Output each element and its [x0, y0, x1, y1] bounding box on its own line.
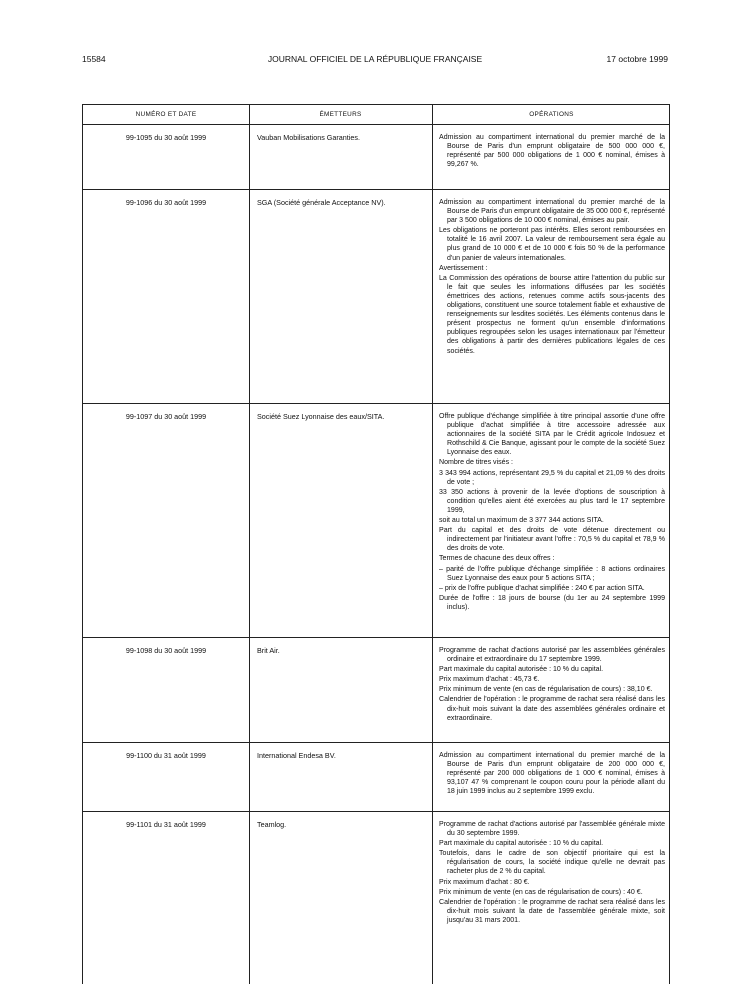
- cell-numero-date: 99-1098 du 30 août 1999: [125, 646, 207, 655]
- operation-paragraph: Prix minimum de vente (en cas de régularisation de cours) : 40 €.: [439, 888, 643, 896]
- journal-title: JOURNAL OFFICIEL DE LA RÉPUBLIQUE FRANÇAISE: [267, 54, 483, 64]
- operation-paragraph: Prix minimum de vente (en cas de régularisation de cours) : 38,10 €.: [439, 686, 653, 694]
- operation-paragraph: Calendrier de l'opération : le programme de rachat sera réalisé dans les dix-huit mois suivant la date des assemblées générales ordinaire et extraordinaire.: [439, 696, 665, 722]
- cell-emetteur: International Endesa BV.: [257, 751, 336, 760]
- table-row: [83, 189, 669, 404]
- operation-paragraph: Part du capital et des droits de vote détenue directement ou indirectement par l'initiateur avant l'offre : 70,5 % du capital et 78,9 % des droits de vote.: [439, 527, 665, 553]
- column-header-operations: OPÉRATIONS: [529, 111, 574, 118]
- cell-numero-date: 99-1101 du 31 août 1999: [126, 820, 206, 829]
- cell-emetteur: Brit Air.: [257, 646, 280, 655]
- operation-paragraph: Prix maximum d'achat : 45,73 €.: [439, 676, 540, 684]
- operation-paragraph: 3 343 994 actions, représentant 29,5 % du capital et 21,09 % des droits de vote ;: [439, 469, 665, 486]
- table-row: [83, 742, 669, 812]
- cell-numero-date: 99-1095 du 30 août 1999: [125, 133, 207, 142]
- operation-paragraph: – parité de l'offre publique d'échange simplifiée : 8 actions ordinaires Suez Lyonnaise des eaux pour 5 actions SITA ;: [439, 565, 665, 582]
- table-row: [83, 124, 669, 190]
- table-header: [83, 105, 669, 125]
- cell-emetteur: SGA (Société générale Acceptance NV).: [257, 198, 386, 207]
- operation-paragraph: soit au total un maximum de 3 377 344 actions SITA.: [439, 517, 604, 525]
- cell-operations: [439, 133, 665, 170]
- table-row: [83, 403, 669, 638]
- column-header-numero: NUMÉRO ET DATE: [135, 111, 197, 118]
- operation-paragraph: Part maximale du capital autorisée : 10 % du capital.: [439, 666, 604, 674]
- operation-paragraph: Admission au compartiment international du premier marché de la Bourse de Paris d'un emprunt obligataire de 500 000 000 €, représenté par 500 000 obligations de 1 000 € nominal, émises à 99,267 %.: [439, 134, 665, 169]
- cell-emetteur: Société Suez Lyonnaise des eaux/SITA.: [257, 412, 385, 421]
- cell-operations: [439, 820, 665, 926]
- operation-paragraph: Offre publique d'échange simplifiée à titre principal assortie d'une offre publique d'achat simplifiée à titre accessoire adressée aux actionnaires de la société SITA par le Crédit agricole Indosuez et Rothschild & Cie Banque, agissant pour le compte de la société Suez Lyonnaise des eaux.: [439, 413, 665, 457]
- cell-operations: [439, 198, 665, 357]
- cell-numero-date: 99-1100 du 31 août 1999: [126, 751, 206, 760]
- cell-emetteur: Vauban Mobilisations Garanties.: [257, 133, 360, 142]
- operation-paragraph: Programme de rachat d'actions autorisé par l'assemblée générale mixte du 30 septembre 1999.: [439, 821, 665, 838]
- issue-date: 17 octobre 1999: [606, 54, 668, 64]
- cell-operations: [439, 646, 665, 724]
- cell-numero-date: 99-1097 du 30 août 1999: [125, 412, 207, 421]
- cell-operations: [439, 412, 665, 613]
- cell-operations: [439, 751, 665, 797]
- operation-paragraph: Prix maximum d'achat : 80 €.: [439, 878, 530, 886]
- operation-paragraph: Termes de chacune des deux offres :: [439, 555, 555, 563]
- operation-paragraph: Part maximale du capital autorisée : 10 % du capital.: [439, 840, 604, 848]
- table-row: [83, 637, 669, 743]
- page-header: [82, 54, 668, 66]
- table-row: [83, 811, 669, 985]
- cell-numero-date: 99-1096 du 30 août 1999: [125, 198, 207, 207]
- operation-paragraph: – prix de l'offre publique d'achat simplifiée : 240 € par action SITA.: [439, 584, 645, 592]
- operation-paragraph: Admission au compartiment international du premier marché de la Bourse de Paris d'un emprunt obligataire de 35 000 000 €, représenté par 3 500 obligations de 10 000 € nominal, émises au pair.: [439, 199, 665, 225]
- operation-paragraph: 33 350 actions à provenir de la levée d'options de souscription à condition qu'elles aient été exercées au plus tard le 17 septembre 1999,: [439, 488, 665, 514]
- operation-paragraph: Calendrier de l'opération : le programme de rachat sera réalisé dans les dix-huit mois suivant la date de l'assemblée générale mixte, soit jusqu'au 31 mars 2001.: [439, 898, 665, 924]
- operation-paragraph: La Commission des opérations de bourse attire l'attention du public sur le fait que seules les informations diffusées par les sociétés émettrices des actions, retenues comme actifs sous-jacents des obligations, constituent une source totalement fiable et exhaustive de renseignements sur lesdites sociétés. Les éléments contenus dans le présent prospectus ne forment qu'un ensemble d'informations publiques regroupées selon les usages internationaux par l'émetteur des obligations à partir des dernières publications légales de ces sociétés.: [439, 274, 665, 355]
- operation-paragraph: Les obligations ne porteront pas intérêts. Elles seront remboursées en totalité le 16 avril 2007. La valeur de remboursement sera égale au plus grand de 10 000 € et de 10 000 € fois 50 % de la performance d'un panier de valeurs internationales.: [439, 227, 665, 262]
- page-number: 15584: [82, 54, 106, 64]
- operation-paragraph: Programme de rachat d'actions autorisé par les assemblées générales ordinaire et extraordinaire du 17 septembre 1999.: [439, 647, 665, 664]
- column-header-emetteurs: ÉMETTEURS: [319, 111, 362, 118]
- operation-paragraph: Toutefois, dans le cadre de son objectif prioritaire qui est la régularisation de cours, la société indique qu'elle ne devrait pas racheter plus de 2 % du capital.: [439, 850, 665, 876]
- operation-paragraph: Nombre de titres visés :: [439, 459, 514, 467]
- operation-paragraph: Admission au compartiment international du premier marché de la Bourse de Paris d'un emprunt obligataire de 200 000 000 €, représenté par 200 000 obligations de 1 000 € nominal, émises à 93,107 47 % comprenant le coupon couru pour la période allant du 18 juin 1999 inclus au 2 septembre 1999 exclu.: [439, 752, 665, 796]
- cell-emetteur: Teamlog.: [257, 820, 287, 829]
- operation-paragraph: Durée de l'offre : 18 jours de bourse (du 1er au 24 septembre 1999 inclus).: [439, 594, 665, 611]
- operation-paragraph: Avertissement :: [439, 264, 488, 272]
- operations-table: [82, 104, 670, 984]
